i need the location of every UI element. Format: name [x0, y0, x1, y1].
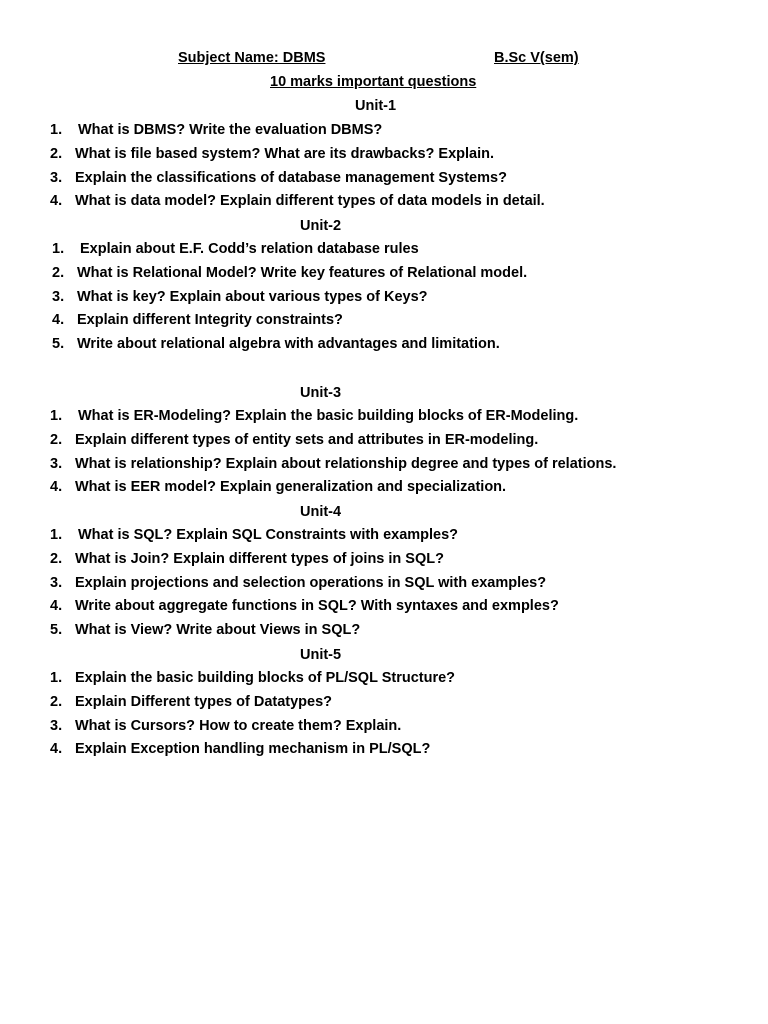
- question-item: 4. Explain different Integrity constraints?: [52, 312, 343, 329]
- unit-3-question-list: [50, 405, 740, 500]
- question-item: 3. What is relationship? Explain about relationship degree and types of relations.: [50, 455, 617, 472]
- unit-5-question-list: [50, 667, 740, 762]
- question-item: 2. Explain different types of entity sets and attributes in ER-modeling.: [50, 431, 539, 448]
- question-item: 2. What is Relational Model? Write key features of Relational model.: [52, 264, 528, 281]
- question-item: 1. Explain about E.F. Codd’s relation database rules: [52, 241, 419, 257]
- unit-heading: Unit-1: [355, 98, 397, 114]
- question-item: 4. Explain Exception handling mechanism in PL/SQL?: [50, 741, 431, 758]
- question-item: 1. Explain the basic building blocks of PL/SQL Structure?: [50, 670, 456, 686]
- question-item: 1. What is ER-Modeling? Explain the basic building blocks of ER-Modeling.: [50, 408, 579, 424]
- unit-heading: Unit-2: [300, 218, 342, 234]
- question-item: 3. Explain the classifications of database management Systems?: [50, 169, 507, 186]
- question-item: 2. What is file based system? What are its drawbacks? Explain.: [50, 145, 495, 162]
- question-item: 2. Explain Different types of Datatypes?: [50, 693, 333, 710]
- question-item: 2. What is Join? Explain different types of joins in SQL?: [50, 550, 444, 567]
- unit-heading: Unit-3: [300, 385, 342, 401]
- subject-name: Subject Name: DBMS: [178, 50, 326, 66]
- unit-heading: Unit-4: [300, 504, 342, 520]
- question-item: 3. What is Cursors? How to create them? Explain.: [50, 717, 402, 734]
- question-item: 5. What is View? Write about Views in SQL?: [50, 622, 361, 639]
- question-item: 3. Explain projections and selection operations in SQL with examples?: [50, 574, 547, 591]
- question-item: 1. What is SQL? Explain SQL Constraints with examples?: [50, 527, 459, 543]
- unit-4-question-list: [50, 524, 740, 643]
- unit-2-question-list: [52, 238, 742, 357]
- course-semester: B.Sc V(sem): [494, 50, 579, 66]
- unit-heading: Unit-5: [300, 647, 342, 663]
- question-item: 1. What is DBMS? Write the evaluation DBMS?: [50, 122, 383, 138]
- question-item: 4. What is data model? Explain different types of data models in detail.: [50, 193, 545, 210]
- question-item: 4. What is EER model? Explain generalization and specialization.: [50, 479, 507, 496]
- question-item: 5. Write about relational algebra with advantages and limitation.: [52, 336, 500, 353]
- question-item: 3. What is key? Explain about various types of Keys?: [52, 288, 428, 305]
- question-item: 4. Write about aggregate functions in SQL? With syntaxes and exmples?: [50, 598, 559, 615]
- document-title: 10 marks important questions: [270, 74, 477, 90]
- unit-1-question-list: [50, 119, 740, 214]
